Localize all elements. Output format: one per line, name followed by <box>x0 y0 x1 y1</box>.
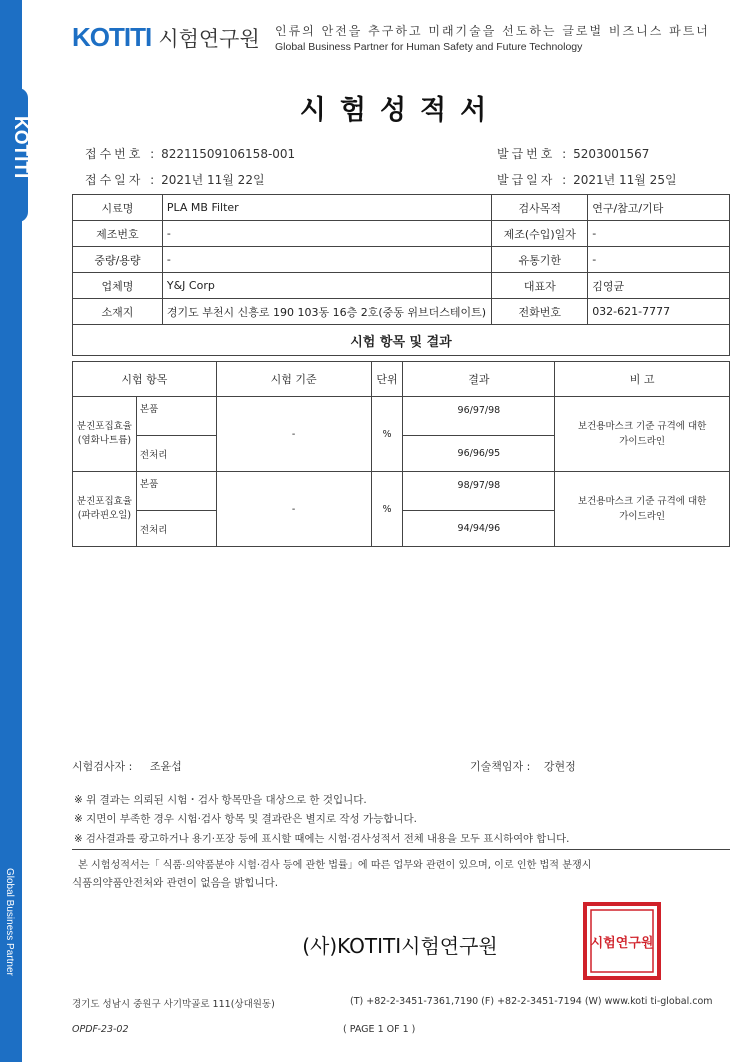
test-item: 분진포집효율 (염화나트륨) <box>73 397 137 472</box>
results-header-row <box>73 362 730 397</box>
info-row <box>73 221 730 247</box>
document-title: 시험성적서 <box>299 95 501 126</box>
receipt-number <box>85 145 295 162</box>
info-label: 시료명 <box>73 195 163 221</box>
info-row <box>73 273 730 299</box>
slogan-english: Global Business Partner for Human Safety and Future Technology <box>275 41 583 53</box>
test-unit: % <box>371 472 403 547</box>
receipt-number-value: 82211509106158-001 <box>161 147 296 161</box>
test-result: 98/97/98 <box>403 472 555 511</box>
info-value: - <box>162 247 491 273</box>
info-label: 유통기한 <box>492 247 588 273</box>
info-label: 전화번호 <box>492 299 588 325</box>
sidebar-logo-text: KOTITI <box>10 116 31 179</box>
manager-name: 강현정 <box>543 760 576 773</box>
issue-date-value: 2021년 11월 25일 <box>573 173 677 187</box>
header-logo <box>72 22 260 53</box>
receipt-date-label: 접수일자 : <box>85 173 158 187</box>
receipt-date <box>85 171 265 188</box>
info-value: 032-621-7777 <box>588 299 730 325</box>
legal-statement-line2: 식품의약품안전처와 관련이 없음을 밝힙니다. <box>72 877 279 889</box>
test-result: 96/96/95 <box>403 436 555 472</box>
test-note: 보건용마스크 기준 규격에 대한 가이드라인 <box>555 472 730 547</box>
brand-wordmark: KOTITI <box>72 22 152 52</box>
info-value: - <box>162 221 491 247</box>
info-label: 제조(수입)일자 <box>492 221 588 247</box>
tester <box>72 758 182 774</box>
info-value: - <box>588 247 730 273</box>
technical-manager <box>470 758 576 774</box>
organization-name: (사)KOTITI시험연구원 <box>302 934 498 958</box>
info-label: 검사목적 <box>492 195 588 221</box>
info-value: PLA MB Filter <box>162 195 491 221</box>
page-indicator: ( PAGE 1 OF 1 ) <box>343 1024 416 1035</box>
form-code: OPDF-23-02 <box>72 1024 129 1035</box>
info-label: 대표자 <box>492 273 588 299</box>
info-row <box>73 299 730 325</box>
header-unit: 단위 <box>371 362 403 397</box>
sub-item: 전처리 <box>136 511 216 547</box>
info-label: 중량/용량 <box>73 247 163 273</box>
sub-item: 전처리 <box>136 436 216 472</box>
test-unit: % <box>371 397 403 472</box>
header-result: 결과 <box>403 362 555 397</box>
test-standard: - <box>216 397 371 472</box>
issue-date <box>497 171 677 188</box>
test-standard: - <box>216 472 371 547</box>
test-note: 보건용마스크 기준 규격에 대한 가이드라인 <box>555 397 730 472</box>
receipt-date-value: 2021년 11월 22일 <box>161 173 265 187</box>
test-result: 94/94/96 <box>403 511 555 547</box>
header-note: 비 고 <box>555 362 730 397</box>
info-value: Y&J Corp <box>162 273 491 299</box>
official-seal-stamp <box>582 901 662 981</box>
sub-item: 본품 <box>136 472 216 511</box>
legal-statement-line1: 본 시험성적서는「 식품·의약품분야 시험·검사 등에 관한 법률」에 따른 업무와 관련이 있으며, 이로 인한 법적 분쟁시 <box>78 860 592 871</box>
receipt-number-label: 접수번호 : <box>85 147 158 161</box>
brand-korean: 시험연구원 <box>158 27 260 51</box>
footer-address: 경기도 성남시 중원구 사기막골로 111(상대원동) <box>72 999 275 1010</box>
section-title: 시험 항목 및 결과 <box>73 325 730 356</box>
slogan-korean: 인류의 안전을 추구하고 미래기술을 선도하는 글로벌 비즈니스 파트너 <box>275 24 710 38</box>
note-2: ※ 지면이 부족한 경우 시험·검사 항목 및 결과란은 별지로 작성 가능합니다. <box>74 813 417 825</box>
table-row <box>73 397 730 436</box>
tester-name: 조윤섭 <box>149 760 182 773</box>
issue-number <box>497 145 649 162</box>
sample-info-table <box>72 194 730 356</box>
divider <box>72 849 730 850</box>
footer-contact: (T) +82-2-3451-7361,7190 (F) +82-2-3451-7194 (W) www.koti ti-global.com <box>350 996 713 1007</box>
test-item: 분진포집효율 (파라핀오일) <box>73 472 137 547</box>
header-item: 시험 항목 <box>73 362 217 397</box>
info-value: - <box>588 221 730 247</box>
issue-number-label: 발급번호 : <box>497 147 570 161</box>
note-1: ※ 위 결과는 의뢰된 시험・검사 항목만을 대상으로 한 것입니다. <box>74 794 367 806</box>
sidebar-slogan-text: Global Business Partner <box>4 868 15 976</box>
note-3: ※ 검사결과를 광고하거나 용기·포장 등에 표시할 때에는 시험·검사성적서 전체 내용을 모두 표시하여야 합니다. <box>74 833 570 845</box>
seal-text: 시험연구원 <box>590 936 654 951</box>
tester-label: 시험검사자 : <box>72 760 133 773</box>
info-value: 김영균 <box>588 273 730 299</box>
info-label: 업체명 <box>73 273 163 299</box>
issue-number-value: 5203001567 <box>573 147 650 161</box>
manager-label: 기술책임자 : <box>470 760 531 773</box>
issue-date-label: 발급일자 : <box>497 173 570 187</box>
info-label: 제조번호 <box>73 221 163 247</box>
section-row <box>73 325 730 356</box>
test-result: 96/97/98 <box>403 397 555 436</box>
results-table <box>72 361 730 547</box>
table-row <box>73 472 730 511</box>
info-row <box>73 247 730 273</box>
info-label: 소재지 <box>73 299 163 325</box>
info-value: 연구/참고/기타 <box>588 195 730 221</box>
sub-item: 본품 <box>136 397 216 436</box>
info-value: 경기도 부천시 신흥로 190 103동 16층 2호(중동 위브더스테이트) <box>162 299 491 325</box>
info-row <box>73 195 730 221</box>
header-standard: 시험 기준 <box>216 362 371 397</box>
